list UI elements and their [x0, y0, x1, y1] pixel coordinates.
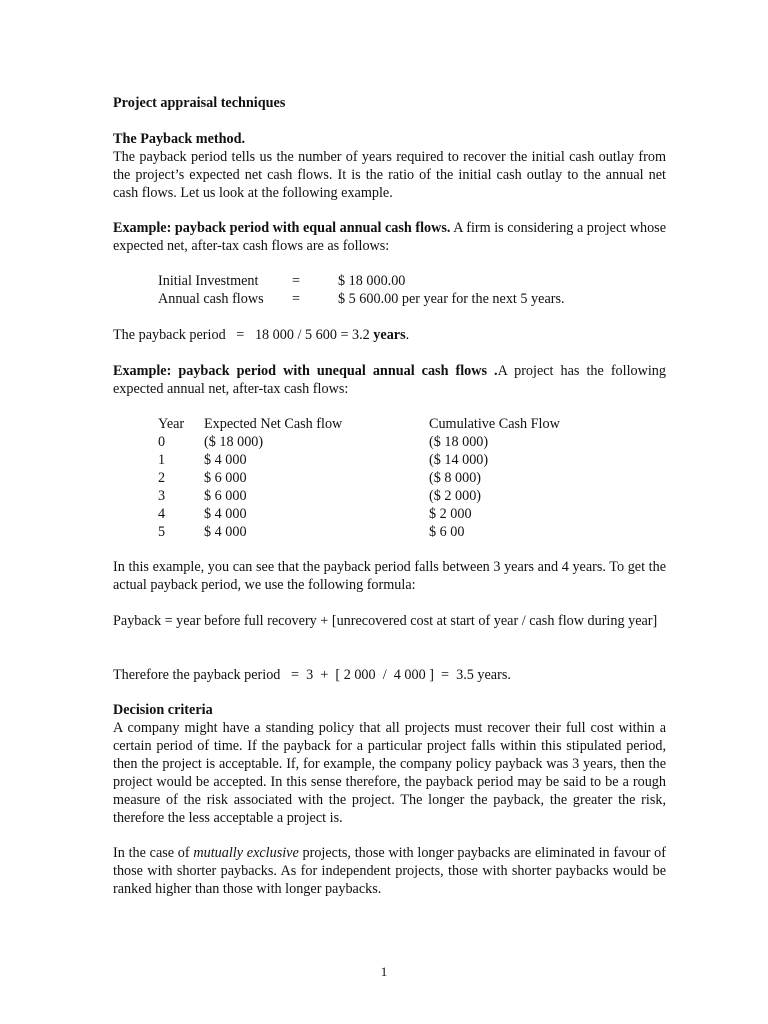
- cell-cumulative-cash-flow: ($ 18 000): [429, 434, 489, 450]
- page-number: 1: [380, 964, 388, 979]
- row-label: Initial Investment: [158, 273, 259, 289]
- example1-text: A firm is considering a project whose expected net, after-tax cash flows are as follows:: [113, 220, 666, 254]
- cell-year: 5: [158, 524, 166, 540]
- result-bold: years: [373, 327, 406, 343]
- section-heading: The Payback method.: [113, 131, 246, 147]
- row-value: $ 18 000.00: [338, 273, 406, 289]
- intro-paragraph: The payback period tells us the number of years required to recover the initial cash outlay from the project’s expected net cash flows. It is the ratio of the initial cash outlay to the annual net cash flows. Let us look at the following example.: [113, 149, 666, 201]
- cell-net-cash-flow: $ 4 000: [204, 506, 247, 522]
- document-title: Project appraisal techniques: [113, 95, 286, 111]
- para2-italic-term: mutually exclusive: [193, 845, 299, 861]
- para2-start: In the case of: [113, 845, 194, 861]
- example2-text: A project has the following expected annual net, after-tax cash flows:: [113, 363, 666, 397]
- cell-cumulative-cash-flow: ($ 8 000): [429, 470, 482, 486]
- cell-cumulative-cash-flow: $ 2 000: [429, 506, 472, 522]
- row-equals: =: [292, 273, 301, 289]
- cell-cumulative-cash-flow: $ 6 00: [429, 524, 465, 540]
- cell-net-cash-flow: $ 4 000: [204, 524, 247, 540]
- cell-year: 3: [158, 488, 166, 504]
- row-equals: =: [292, 291, 301, 307]
- example1-result: [113, 326, 666, 344]
- payback-formula: Payback = year before full recovery + [unrecovered cost at start of year / cash flow during year]: [113, 613, 658, 629]
- cell-year: 2: [158, 470, 166, 486]
- cell-cumulative-cash-flow: ($ 2 000): [429, 488, 482, 504]
- header-net-cash-flow: Expected Net Cash flow: [204, 416, 343, 432]
- example2-paragraph: [113, 362, 666, 398]
- cash-flow-table: [158, 415, 638, 541]
- example1-values: [158, 272, 658, 308]
- cell-net-cash-flow: $ 6 000: [204, 470, 247, 486]
- cell-cumulative-cash-flow: ($ 14 000): [429, 452, 489, 468]
- cell-net-cash-flow: $ 6 000: [204, 488, 247, 504]
- decision-heading: Decision criteria: [113, 702, 213, 718]
- example2-result: Therefore the payback period = 3 + [ 2 000 / 4 000 ] = 3.5 years.: [113, 667, 511, 683]
- header-year: Year: [158, 416, 185, 432]
- cell-net-cash-flow: $ 4 000: [204, 452, 247, 468]
- header-cumulative-cash-flow: Cumulative Cash Flow: [429, 416, 560, 432]
- result-text: The payback period = 18 000 / 5 600 = 3.2: [113, 327, 374, 343]
- example2-explanation: In this example, you can see that the payback period falls between 3 years and 4 years. To get the actual payback period, we use the following formula:: [113, 559, 666, 593]
- cell-year: 4: [158, 506, 166, 522]
- mutually-exclusive-paragraph: [113, 844, 666, 898]
- para2-end: projects, those with longer paybacks are eliminated in favour of those with shorter paybacks. As for independent projects, those with shorter paybacks would be ranked higher than those with longer paybacks.: [113, 845, 666, 897]
- cell-year: 0: [158, 434, 166, 450]
- example2-heading: Example: payback period with unequal annual cash flows .: [113, 363, 498, 379]
- row-label: Annual cash flows: [158, 291, 264, 307]
- example1-heading: Example: payback period with equal annual cash flows.: [113, 220, 451, 236]
- result-end: .: [405, 327, 410, 343]
- decision-paragraph: A company might have a standing policy that all projects must recover their full cost within a certain period of time. If the payback for a particular project falls within this stipulated period, then the project is acceptable. If, for example, the company policy payback was 3 years, then the project would be accepted. In this sense therefore, the payback period may be said to be a rough measure of the risk associated with the project. The longer the payback, the greater the risk, therefore the less acceptable a project is.: [113, 720, 666, 826]
- cell-net-cash-flow: ($ 18 000): [204, 434, 264, 450]
- row-value: $ 5 600.00 per year for the next 5 years.: [338, 291, 565, 307]
- example1-paragraph: [113, 219, 666, 255]
- cell-year: 1: [158, 452, 166, 468]
